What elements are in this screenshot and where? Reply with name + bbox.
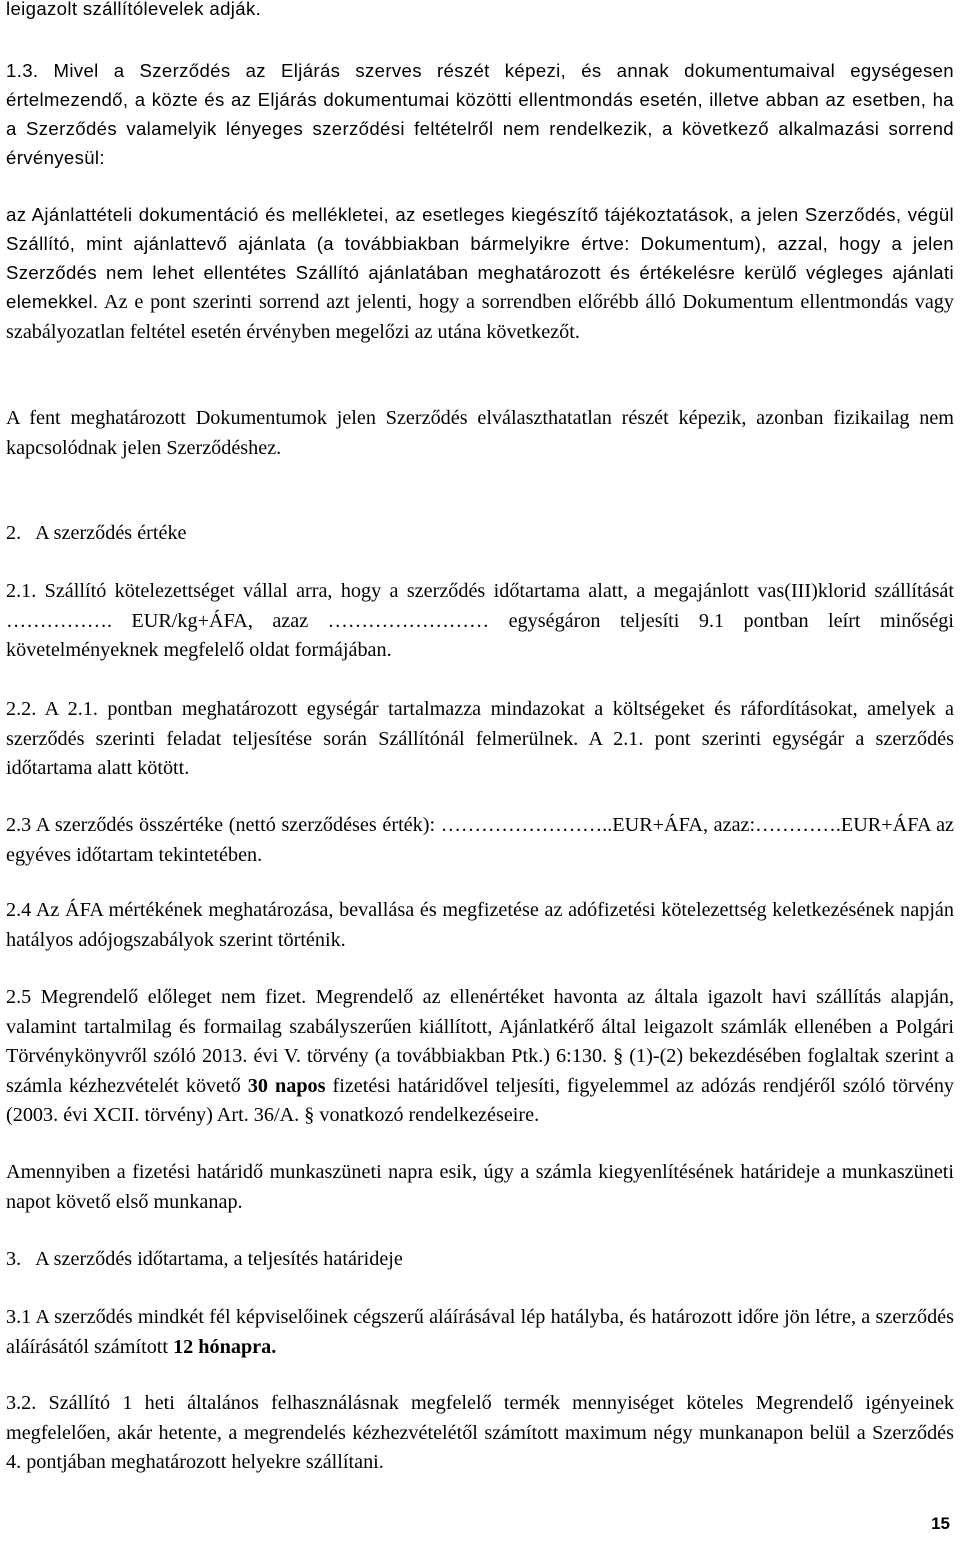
order-serif-text: Az e pont szerinti sorrend azt jelenti, hogy a sorrendben előrébb álló Dokumentum ellentmondás vagy szabályozatlan feltétel esetén érvényben megelőzi az utána következőt. xyxy=(6,291,954,343)
paragraph-2-5 xyxy=(6,983,954,1131)
paragraph-3-1 xyxy=(6,1303,954,1362)
top-line: leigazolt szállítólevelek adják. xyxy=(6,0,262,19)
paragraph-2-4: 2.4 Az ÁFA mértékének meghatározása, bevallása és megfizetése az adófizetési kötelezettség keletkezésének napján hatályos adójogszabályok szerint történik. xyxy=(6,899,954,951)
paragraph-2-1: 2.1. Szállító kötelezettséget vállal arra, hogy a szerződés időtartama alatt, a megajánlott vas(III)klorid szállítását ……………. EUR/kg+ÁFA, azaz …………………… egységáron teljesíti 9.1 pontban leírt minőségi követelményeknek megfelelő oldat formájában. xyxy=(6,580,954,661)
heading-2: 2. A szerződés értéke xyxy=(6,522,187,544)
paragraph-2-5-deadline: Amennyiben a fizetési határidő munkaszüneti napra esik, úgy a számla kiegyenlítésének határideje a munkaszüneti napot követő első munkanap. xyxy=(6,1161,954,1213)
page-number: 15 xyxy=(931,1514,950,1533)
order-sans-text: az Ajánlattételi dokumentáció és mellékletei, az esetleges kiegészítő tájékoztatások, a jelen Szerződés, végül Szállító, mint ajánlattevő ajánlata (a továbbiakban bármelyikre értve: Dokumentum), azzal, hogy a jelen Szerződés nem lehet ellentétes Szállító ajánlatában meghatározott és értékelésre kerülő végleges ajánlati elemekkel. xyxy=(6,204,954,312)
paragraph-2-2: 2.2. A 2.1. pontban meghatározott egységár tartalmazza mindazokat a költségeket és ráfordításokat, amelyek a szerződés szerinti feladat teljesítése során Szállítónál felmerülnek. A 2.1. pont szerinti egységár a szerződés időtartama alatt kötött. xyxy=(6,698,954,779)
p2-5-text-a: 2.5 Megrendelő előleget nem fizet. Megrendelő az ellenértéket havonta az általa igazolt havi szállítás alapján, valamint tartalmilag és formailag szabályszerűen kiállított, Ajánlatkérő által leigazolt számlák ellenében a Polgári Törvénykönyvről szóló 2013. évi V. törvény (a továbbiakban Ptk.) 6:130. § (1)-(2) bekezdésében foglaltak szerint a számla kézhezvételét követő xyxy=(6,986,954,1097)
p2-5-text-b: fizetési határidővel teljesíti, figyelemmel az adózás rendjéről szóló törvény (2003. évi XCII. törvény) Art. 36/A. § vonatkozó rendelkezéseire. xyxy=(6,1074,955,1126)
paragraph-1-3: 1.3. Mivel a Szerződés az Eljárás szerves részét képezi, és annak dokumentumaival egységesen értelmezendő, a közte és az Eljárás dokumentumai közötti ellentmondás esetén, illetve abban az esetben, ha a Szerződés valamelyik lényeges szerződési feltételről nem rendelkezik, a következő alkalmazási sorrend érvényesül: xyxy=(6,60,954,168)
p3-1-text: 3.1 A szerződés mindkét fél képviselőinek cégszerű aláírásával lép hatályba, és határozott időre jön létre, a szerződés aláírásától számított xyxy=(6,1306,954,1358)
duration-bold: 12 hónapra. xyxy=(173,1335,277,1358)
paragraph-order xyxy=(6,200,954,347)
heading-3: 3. A szerződés időtartama, a teljesítés határideje xyxy=(6,1248,403,1270)
paragraph-fent: A fent meghatározott Dokumentumok jelen Szerződés elválaszthatatlan részét képezik, azonban fizikailag nem kapcsolódnak jelen Szerződéshez. xyxy=(6,407,954,459)
paragraph-2-3: 2.3 A szerződés összértéke (nettó szerződéses érték): ……………………..EUR+ÁFA, azaz:………….EUR+ÁFA az egyéves időtartam tekintetében. xyxy=(6,814,954,866)
payment-days-bold: 30 napos xyxy=(247,1074,326,1097)
paragraph-3-2: 3.2. Szállító 1 heti általános felhasználásnak megfelelő termék mennyiséget köteles Megrendelő igényeinek megfelelően, akár hetente, a megrendelés kézhezvételétől számított maximum négy munkanapon belül a Szerződés 4. pontjában meghatározott helyekre szállítani. xyxy=(6,1392,954,1473)
